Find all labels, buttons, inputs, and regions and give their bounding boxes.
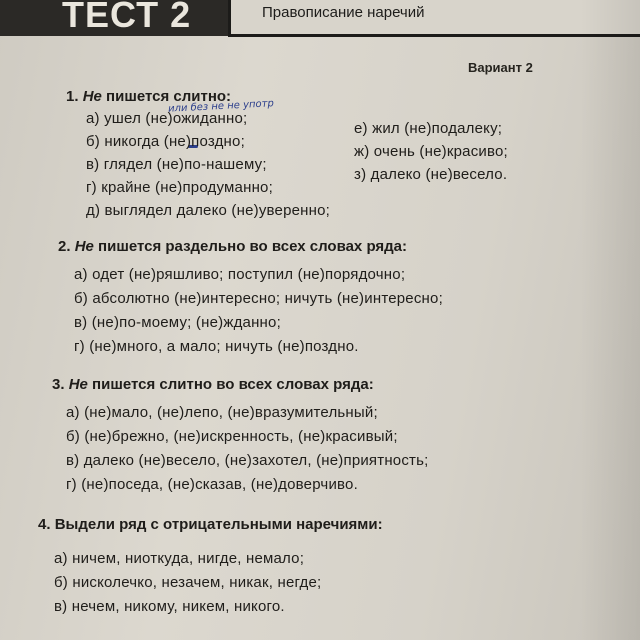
q3-option-d: г) (не)поседа, (не)сказав, (не)доверчиво. <box>66 476 358 493</box>
q3-option-b: б) (не)брежно, (не)искренность, (не)красивый; <box>66 428 398 445</box>
q4-option-c: в) нечем, никому, никем, никого. <box>54 598 285 615</box>
q3-option-a: а) (не)мало, (не)лепо, (не)вразумительный; <box>66 404 378 421</box>
q1-option-d: г) крайне (не)продуманно; <box>86 179 273 196</box>
handwritten-annotation: или без не не употр <box>167 98 275 115</box>
q1-option-a: а) ушел (не)ожиданно; <box>86 110 248 127</box>
page-shadow <box>580 0 640 640</box>
q1-option-e: д) выглядел далеко (не)уверенно; <box>86 202 331 219</box>
q1-option-h: з) далеко (не)весело. <box>354 166 508 183</box>
subject-title: Правописание наречий <box>262 4 425 21</box>
test-title: ТЕСТ 2 <box>62 0 192 35</box>
q1-option-g: ж) очень (не)красиво; <box>354 143 508 160</box>
question-text: пишется слитно: <box>101 88 232 105</box>
question-negation: Не <box>68 376 88 393</box>
question-2 <box>58 238 407 255</box>
q2-option-a: а) одет (не)ряшливо; поступил (не)порядочно; <box>74 266 406 283</box>
q4-option-b: б) нисколечко, незачем, никак, негде; <box>54 574 322 591</box>
question-text: Выдели ряд с отрицательными наречиями: <box>54 516 383 533</box>
question-number: 3. <box>52 376 65 393</box>
variant-label: Вариант 2 <box>468 60 533 75</box>
question-text: пишется раздельно во всех словах ряда: <box>93 238 408 255</box>
question-4 <box>38 516 383 533</box>
question-number: 4. <box>38 516 51 533</box>
q2-option-d: г) (не)много, а мало; ничуть (не)поздно. <box>74 338 359 355</box>
q1-option-c: в) глядел (не)по-нашему; <box>86 156 267 173</box>
q1-option-b: б) никогда (не)поздно; <box>86 133 245 150</box>
question-text: пишется слитно во всех словах ряда: <box>87 376 374 393</box>
q1-option-f: е) жил (не)подалеку; <box>354 120 503 137</box>
question-number: 1. <box>66 88 79 105</box>
question-negation: Не <box>82 88 102 105</box>
question-number: 2. <box>58 238 71 255</box>
q3-option-c: в) далеко (не)весело, (не)захотел, (не)приятность; <box>66 452 429 469</box>
q2-option-b: б) абсолютно (не)интересно; ничуть (не)интересно; <box>74 290 443 307</box>
q4-option-a: а) ничем, ниоткуда, нигде, немало; <box>54 550 305 567</box>
question-3 <box>52 376 374 393</box>
question-negation: Не <box>74 238 94 255</box>
q2-option-c: в) (не)по-моему; (не)жданно; <box>74 314 281 331</box>
